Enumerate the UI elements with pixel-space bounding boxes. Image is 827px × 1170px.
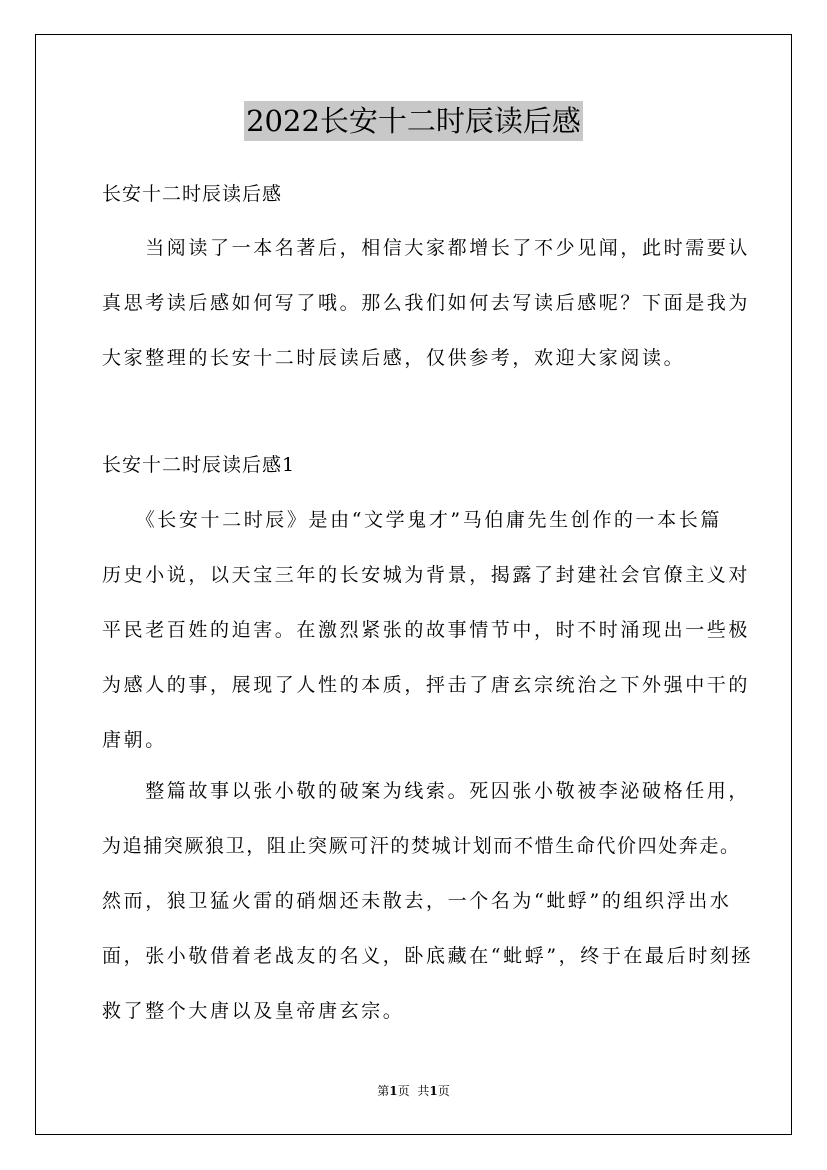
footer-total-suffix: 页 bbox=[437, 1084, 450, 1098]
section1-heading: 长安十二时辰读后感1 bbox=[102, 454, 296, 476]
body-line: 唐朝。 bbox=[102, 729, 167, 751]
document-title: 2022长安十二时辰读后感 bbox=[244, 101, 583, 141]
body-line: 历史小说，以天宝三年的长安城为背景，揭露了封建社会官僚主义对 bbox=[102, 564, 751, 586]
body-line: 面，张小敬借着老战友的名义，卧底藏在“蚍蜉”，终于在最后时刻拯 bbox=[102, 945, 754, 967]
footer-page-prefix: 第 bbox=[377, 1084, 390, 1098]
footer-total-number: 1 bbox=[429, 1084, 438, 1098]
document-subtitle: 长安十二时辰读后感 bbox=[102, 183, 283, 205]
intro-line: 当阅读了一本名著后，相信大家都增长了不少见闻，此时需要认 bbox=[102, 237, 751, 259]
intro-line: 真思考读后感如何写了哦。那么我们如何去写读后感呢？下面是我为 bbox=[102, 292, 751, 314]
intro-line: 大家整理的长安十二时辰读后感，仅供参考，欢迎大家阅读。 bbox=[102, 347, 686, 369]
footer-page-suffix: 页 bbox=[397, 1084, 410, 1098]
page-footer bbox=[0, 1083, 827, 1099]
body-line: 救了整个大唐以及皇帝唐玄宗。 bbox=[102, 1000, 405, 1022]
body-line: 然而，狼卫猛火雷的硝烟还未散去，一个名为“蚍蜉”的组织浮出水 bbox=[102, 890, 732, 912]
title-container bbox=[0, 101, 827, 141]
body-line: 《长安十二时辰》是由“文学鬼才”马伯庸先生创作的一本长篇 bbox=[102, 509, 722, 531]
body-line: 平民老百姓的迫害。在激烈紧张的故事情节中，时不时涌现出一些极 bbox=[102, 619, 751, 641]
body-line: 为感人的事，展现了人性的本质，抨击了唐玄宗统治之下外强中干的 bbox=[102, 674, 751, 696]
body-line: 为追捕突厥狼卫，阻止突厥可汗的焚城计划而不惜生命代价四处奔走。 bbox=[102, 835, 741, 857]
body-line: 整篇故事以张小敬的破案为线索。死囚张小敬被李泌破格任用， bbox=[102, 780, 751, 802]
footer-total-prefix: 共 bbox=[417, 1084, 430, 1098]
footer-page-number: 1 bbox=[389, 1084, 398, 1098]
